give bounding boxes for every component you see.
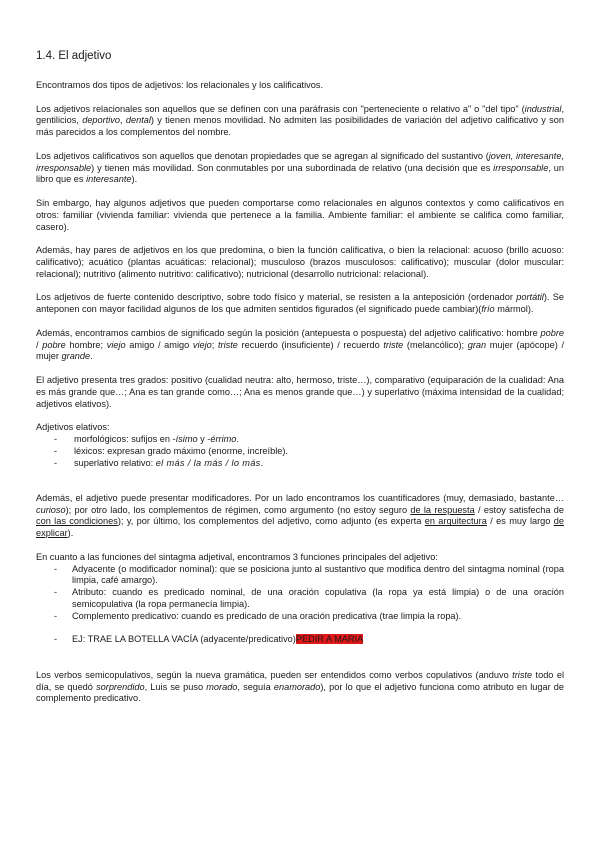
paragraph-dual-behavior: Sin embargo, hay algunos adjetivos que pueden comportarse como relacionales en algunos contextos y como calificativos en otros: familiar (vivienda familiar: vivienda que pertenece a la familia. Ambiente familiar: el ambiente se califica como familiar, casero). xyxy=(36,197,564,232)
paragraph-modifiers: Además, el adjetivo puede presentar modificadores. Por un lado encontramos los cuantificadores (muy, demasiado, bastante…curioso); por otro lado, los complementos de régimen, como argumento (no estoy seguro de la respuesta / estoy satisfecha de con las condiciones); y, por último, los complementos del adjetivo, como adjunto (es experta en arquitectura / es muy largo de explicar). xyxy=(36,492,564,539)
list-item: - Complemento predicativo: cuando es predicado de una oración predicativa (trae limpia la ropa). xyxy=(54,610,462,621)
highlighted-note: PEDIR A MARIA xyxy=(295,634,364,645)
elativos-title: Adjetivos elativos: xyxy=(36,422,110,433)
paragraph-meaning-changes: Además, encontramos cambios de significado según la posición (antepuesta o pospuesta) del adjetivo calificativo: hombre pobre / pobre hombre; viejo amigo / amigo viejo; triste recuerdo (insuficiente) / recuerdo triste (melancólico); gran mujer (apócope) / mujer grande. xyxy=(36,327,565,362)
list-item: - morfológicos: sufijos en -ísimo y -érrimo. xyxy=(54,433,239,444)
list-item: - Adyacente (o modificador nominal): que se posiciona junto al sustantivo que modifica dentro del sintagma nominal (ropa limpia, café amargo). xyxy=(54,563,564,586)
functions-list xyxy=(36,564,564,623)
list-item: - léxicos: expresan grado máximo (enorme, increíble). xyxy=(54,445,288,456)
paragraph-degrees: El adjetivo presenta tres grados: positivo (cualidad neutra: alto, hermoso, triste…), comparativo (equiparación de la cualidad: Ana es más grande que…; Ana es tan grande como…; Ana es menos grande que…) y superlativo (máxima intensidad de la cualidad; adjetivos elativos). xyxy=(36,374,564,409)
list-item: - superlativo relativo: el más / la más / lo más. xyxy=(54,457,264,468)
document-body xyxy=(36,49,564,717)
functions-intro: En cuanto a las funciones del sintagma adjetival, encontramos 3 funciones principales del adjetivo: xyxy=(36,551,438,562)
elativos-section xyxy=(36,422,564,469)
section-heading: 1.4. El adjetivo xyxy=(36,50,112,62)
paragraph-relational: Los adjetivos relacionales son aquellos que se definen con una paráfrasis con "perteneciente o relativo a" o "del tipo" (industrial, gentilicios, deportivo, dental) y tienen menos movilidad. No admiten las posibilidades de variación del adjetivo calificativo y son más parecidos a los complementos del nombre. xyxy=(36,103,564,138)
list-item: - Atributo: cuando es predicado nominal, de una oración copulativa (la ropa ya está limpia) o de una oración semicopulativa (la ropa permanecía limpia). xyxy=(54,587,564,610)
elativos-list xyxy=(36,434,564,469)
paragraph-semicopulative: Los verbos semicopulativos, según la nueva gramática, pueden ser entendidos como verbos copulativos (anduvo triste todo el día, se quedó sorprendido, Luis se puso morado, seguía enamorado), por lo que el adjetivo funciona como atributo en lugar de complemento predicativo. xyxy=(36,669,565,704)
paragraph-adjective-types: Encontramos dos tipos de adjetivos: los relacionales y los calificativos. xyxy=(36,80,323,90)
example-item: - EJ: TRAE LA BOTELLA VACÍA (adyacente/predicativo)PEDIR A MARIA xyxy=(54,634,364,645)
paragraph-anteposition: Los adjetivos de fuerte contenido descriptivo, sobre todo físico y material, se resisten a la anteposición (ordenador portátil). Se anteponen con mayor facilidad algunos de los que admiten sentidos figurados (el significado puede cambiar)(frío mármol). xyxy=(36,292,564,315)
functions-section xyxy=(36,552,564,646)
paragraph-adjective-pairs: Además, hay pares de adjetivos en los que predomina, o bien la función calificativa, o bien la relacional: acuoso (brillo acuoso: calificativo); acuático (plantas acuáticas: relacional); musculoso (brazos musculosos: calificativo); muscular (dolor muscular: relacional); nutritivo (alimento nutritivo: calificativo); nutricional (desarrollo nutricional: relacional). xyxy=(36,245,564,279)
paragraph-qualifying: Los adjetivos calificativos son aquellos que denotan propiedades que se agregan al significado del sustantivo (joven, interesante, irresponsable) y tienen más movilidad. Son conmutables por una subordinada de relativo (una decisión que es irresponsable, un libro que es interesante). xyxy=(36,150,564,185)
example-list xyxy=(36,634,564,646)
